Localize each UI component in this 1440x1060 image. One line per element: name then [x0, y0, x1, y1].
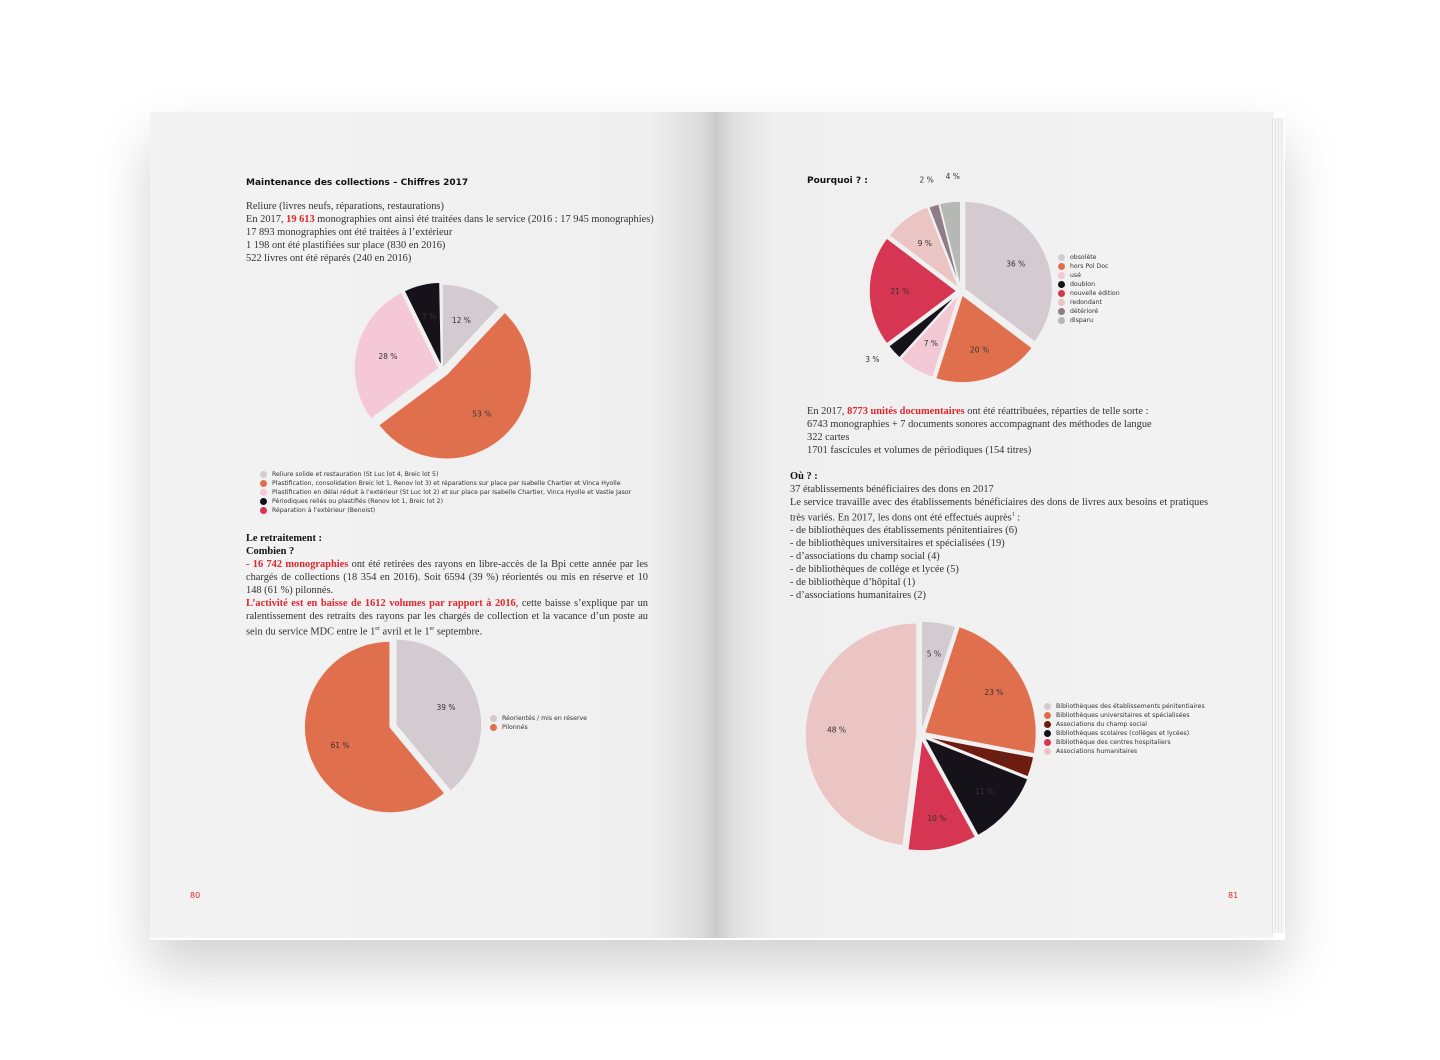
ou-list-item: - de bibliothèque d’hôpital (1) — [790, 577, 916, 589]
pie-slice-label: 61 % — [330, 741, 350, 751]
pie-slice-label: 5 % — [926, 649, 942, 659]
ou-list-item: - d’associations du champ social (4) — [790, 551, 940, 563]
ou-heading: Où ? : — [790, 471, 818, 482]
legend-item — [1058, 298, 1120, 307]
reliure-text: Reliure (livres neufs, réparations, restaurations) En 2017, 19 613 monographies ont ainsi été traitées dans le service (2016 : 17 945 monographies) 17 893 monographies ont été traitées à l’extérieur 1 198 ont été plastifiées sur place (830 en 2016) 522 livres ont été réparés (240 en 2016) — [246, 201, 654, 264]
legend-item — [1044, 747, 1205, 756]
legend-label: Plastification en délai réduit à l’extérieur (St Luc lot 2) et sur place par Isabelle Chartier, Vinca Hyolle et Vastie Jasor — [272, 489, 632, 496]
legend-label: Réparation à l’extérieur (Benoist) — [272, 507, 376, 514]
pie-slice-label: 4 % — [945, 171, 960, 181]
legend-swatch — [1058, 317, 1065, 324]
legend-item — [1058, 289, 1120, 298]
ou-list-item: - de bibliothèques universitaires et spécialisées (19) — [790, 538, 1005, 550]
legend-label: détérioré — [1070, 308, 1099, 315]
legend-item — [1044, 702, 1205, 711]
legend-label: Associations humanitaires — [1056, 748, 1138, 755]
pie-slice-label: 7 % — [421, 311, 437, 321]
ou-list — [790, 524, 1208, 602]
legend-swatch — [1044, 730, 1051, 737]
pie-slice-label: 36 % — [1006, 259, 1026, 269]
legend-item — [1044, 711, 1205, 720]
pie-slice-label: 12 % — [451, 315, 471, 325]
ou-list-item: - de bibliothèques de collège et lycée (5) — [790, 564, 959, 576]
ou-text: Où ? : 37 établissements bénéficiaires des dons en 2017 Le service travaille avec des établissements bénéficiaires des dons de livres aux besoins et pratiques très variés. En 2017, les dons ont été effectués auprès$^1$ : - de bibliothèques des établissements pénitentiaires (6) - de bibliothèques universitaires et spécialisées (19) - d’associations du champ social (4) - de bibliothèques de collège et lycée (5) - de bibliothèque d’hôpital (1) - d’associations humanitaires (2) — [790, 471, 1208, 602]
legend-label: Reliure solide et restauration (St Luc lot 4, Breic lot 5) — [272, 471, 439, 478]
legend-swatch — [260, 471, 267, 478]
legend-item — [1044, 738, 1205, 747]
legend-item — [260, 470, 631, 479]
legend-label: obsolète — [1070, 254, 1097, 261]
pie-slice-label: 2 % — [919, 175, 934, 185]
pie-slice — [805, 623, 917, 846]
retraitement-subheading: Combien ? — [246, 546, 295, 557]
pourquoi-legend — [1058, 253, 1120, 325]
legend-swatch — [1044, 739, 1051, 746]
pie-slice-label: 7 % — [923, 339, 939, 349]
right-page — [718, 112, 1274, 938]
legend-swatch — [1058, 254, 1065, 261]
legend-item — [490, 723, 587, 732]
retraitement-heading: Le retraitement : — [246, 533, 322, 544]
legend-label: Bibliothèques scolaires (collèges et lycées) — [1056, 730, 1190, 737]
page-edges — [1272, 118, 1284, 933]
pie-slice-label: 11 % — [974, 786, 995, 796]
legend-label: Plastification, consolidation Breic lot 1, Renov lot 3) et réparations sur place par Isabelle Chartier et Vinca Hyolle — [272, 480, 621, 487]
pie-slice-label: 48 % — [826, 725, 847, 735]
pie-slice-label: 10 % — [927, 814, 947, 824]
legend-item — [260, 488, 631, 497]
legend-label: usé — [1070, 272, 1081, 279]
legend-label: doublon — [1070, 281, 1095, 288]
pie-slice-label: 3 % — [994, 754, 1009, 764]
legend-item — [1058, 253, 1120, 262]
ou-pie-chart — [808, 612, 1033, 852]
legend-swatch — [1058, 281, 1065, 288]
maintenance-pie-chart — [350, 277, 535, 462]
legend-item — [260, 479, 631, 488]
ou-list-item: - d’associations humanitaires (2) — [790, 590, 926, 602]
retraitement-text: Le retraitement : Combien ? - 16 742 monographies ont été retirées des rayons en libre-accès de la Bpi cette année par les chargés de collections (18 354 en 2016). Soit 6594 (39 %) réorientés ou mis en réserve et 10 148 (61 %) pilonnés. L’activité est en baisse de 1612 volumes par rapport à 2016, cette baisse s’explique par un ralentissement des retraits des rayons par les chargés de collection et la vacance d’un poste au sein du service MDC entre le 1er avril et le 1er septembre. — [246, 533, 648, 638]
legend-swatch — [260, 489, 267, 496]
ou-legend — [1044, 702, 1205, 756]
retraitement-legend — [490, 714, 587, 732]
pourquoi-heading: Pourquoi ? : — [807, 176, 868, 186]
legend-swatch — [1058, 263, 1065, 270]
maintenance-legend — [260, 470, 631, 515]
legend-item — [490, 714, 587, 723]
legend-item — [1044, 729, 1205, 738]
legend-swatch — [1058, 272, 1065, 279]
pie-slice-label: 20 % — [970, 345, 990, 355]
pie-slice-label: 9 % — [917, 238, 932, 248]
pourquoi-pie-chart — [863, 171, 1058, 387]
left-page — [150, 112, 718, 938]
pie-slice-label: 53 % — [472, 409, 492, 419]
legend-label: Bibliothèques universitaires et spécialisées — [1056, 712, 1190, 719]
legend-swatch — [260, 498, 267, 505]
legend-swatch — [490, 715, 497, 722]
legend-item — [1044, 720, 1205, 729]
legend-swatch — [260, 507, 267, 514]
page-number-right: 81 — [1228, 891, 1239, 900]
legend-swatch — [1044, 721, 1051, 728]
legend-item — [260, 506, 631, 515]
pie-slice-label: 28 % — [378, 351, 398, 361]
legend-label: Pilonnés — [502, 724, 528, 731]
legend-swatch — [1044, 712, 1051, 719]
pie-slice-label: 21 % — [890, 287, 910, 296]
legend-label: Bibliothèque des centres hospitaliers — [1056, 739, 1171, 746]
pie-slice-label: 3 % — [865, 355, 880, 365]
legend-item — [1058, 262, 1120, 271]
legend-swatch — [1058, 290, 1065, 297]
legend-item — [260, 497, 631, 506]
legend-label: Bibliothèques des établissements pénitentiaires — [1056, 703, 1205, 710]
legend-label: Associations du champ social — [1056, 721, 1147, 728]
retraitement-pie-chart — [305, 634, 485, 819]
redistribution-text: En 2017, 8773 unités documentaires ont été réattribuées, réparties de telle sorte : 6743 monographies + 7 documents sonores accompagnant des méthodes de langue 322 cartes 1701 fascicules et volumes de périodiques (154 titres) — [807, 406, 1152, 456]
legend-item — [1058, 271, 1120, 280]
legend-label: hors Pol Doc — [1070, 263, 1109, 270]
ou-list-item: - de bibliothèques des établissements pénitentiaires (6) — [790, 525, 1018, 537]
legend-item — [1058, 280, 1120, 289]
legend-swatch — [1044, 703, 1051, 710]
legend-label: redondant — [1070, 299, 1102, 306]
legend-label: Réorientés / mis en réserve — [502, 715, 587, 722]
legend-swatch — [490, 724, 497, 731]
legend-item — [1058, 316, 1120, 325]
legend-swatch — [260, 480, 267, 487]
page-number-left: 80 — [190, 891, 201, 900]
pie-slice-label: 23 % — [984, 687, 1004, 697]
legend-swatch — [1058, 308, 1065, 315]
legend-label: nouvelle édition — [1070, 290, 1120, 297]
legend-item — [1058, 307, 1120, 316]
legend-label: disparu — [1070, 317, 1094, 324]
legend-swatch — [1058, 299, 1065, 306]
section-title: Maintenance des collections – Chiffres 2017 — [246, 178, 469, 188]
legend-swatch — [1044, 748, 1051, 755]
legend-label: Périodiques reliés ou plastifiés (Renov lot 1, Breic lot 2) — [272, 498, 444, 505]
pie-slice-label: 39 % — [436, 702, 456, 712]
